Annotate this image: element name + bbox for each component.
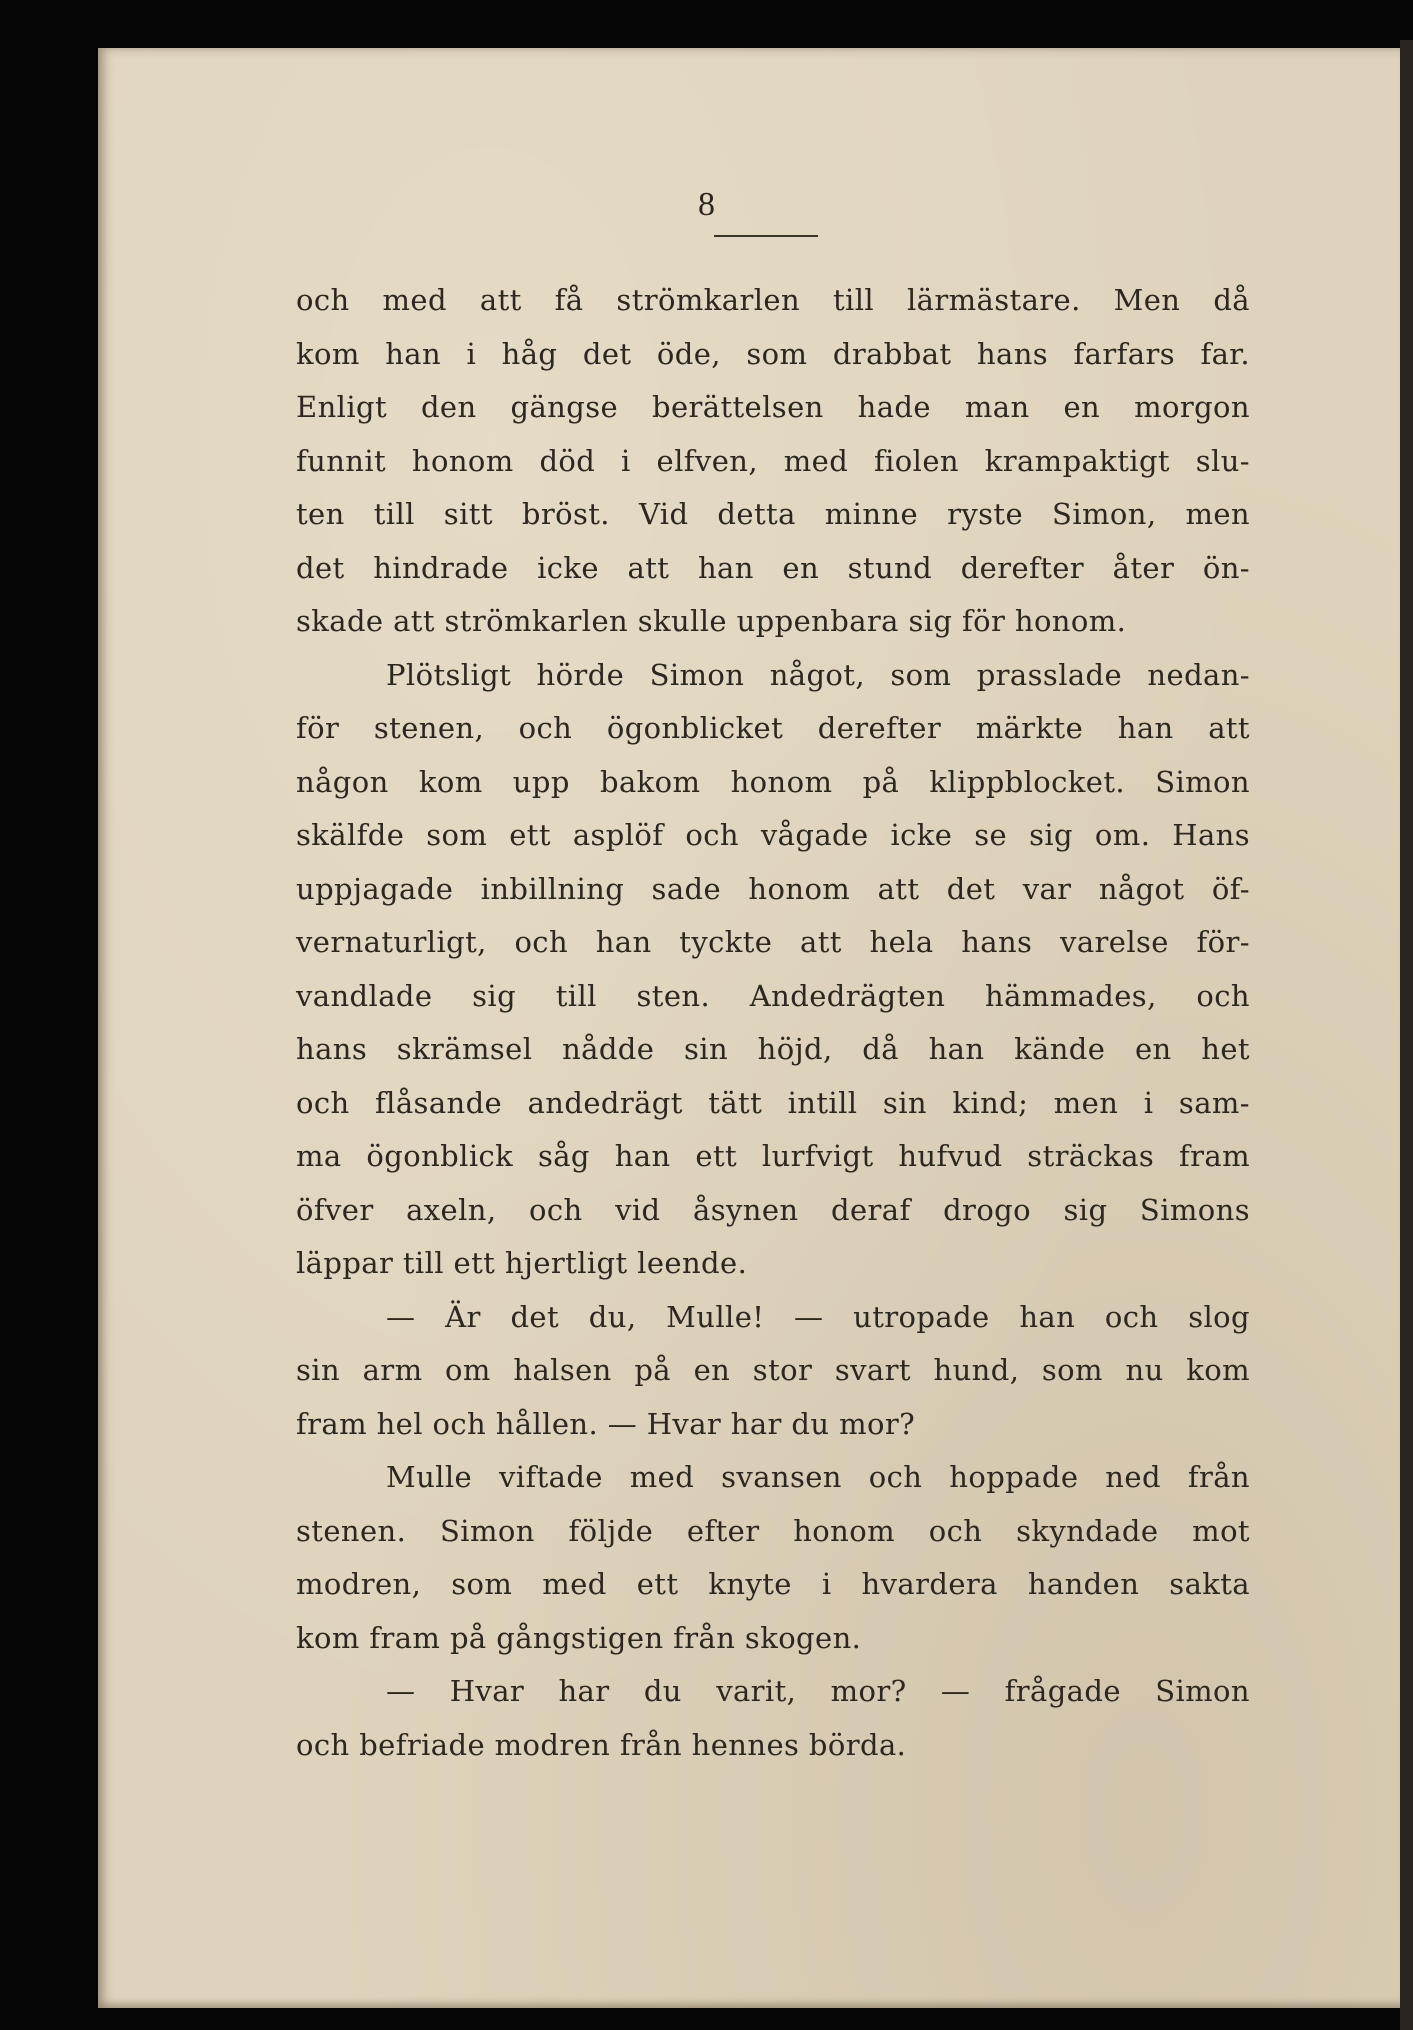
text-line: det hindrade icke att han en stund derefter åter ön- [296, 550, 1250, 585]
text-line: ma ögonblick såg han ett lurfvigt hufvud sträckas fram [296, 1139, 1250, 1173]
text-line: och flåsande andedrägt tätt intill sin kind; men i sam- [296, 1085, 1250, 1120]
text-line: Mulle viftade med svansen och hoppade ned från [386, 1460, 1250, 1494]
text-line: hans skrämsel nådde sin höjd, då han kände en het [296, 1032, 1250, 1066]
page-edge [1400, 40, 1413, 2030]
text-line: ten till sitt bröst. Vid detta minne ryste Simon, men [296, 497, 1250, 531]
text-line: kom han i håg det öde, som drabbat hans farfars far. [296, 336, 1250, 371]
text-line: Plötsligt hörde Simon något, som prasslade nedan- [386, 657, 1250, 692]
text-line: funnit honom död i elfven, med fiolen krampaktigt slu- [296, 443, 1250, 478]
text-line: stenen. Simon följde efter honom och skyndade mot [296, 1513, 1250, 1548]
text-line: någon kom upp bakom honom på klippblocket. Simon [296, 764, 1250, 799]
text-line: vernaturligt, och han tyckte att hela hans varelse för- [296, 925, 1250, 959]
text-line: och med att få strömkarlen till lärmästare. Men då [296, 283, 1250, 317]
text-line: uppjagade inbillning sade honom att det var något öf- [296, 871, 1250, 906]
text-line: och befriade modren från hennes börda. [296, 1727, 907, 1762]
text-line: — Hvar har du varit, mor? — frågade Simon [386, 1674, 1250, 1708]
text-line: läppar till ett hjertligt leende. [296, 1246, 748, 1280]
text-line: skade att strömkarlen skulle uppenbara sig för honom. [296, 604, 1127, 638]
text-line: — Är det du, Mulle! — utropade han och slog [386, 1299, 1250, 1334]
body-text [296, 274, 1250, 1772]
text-line: kom fram på gångstigen från skogen. [296, 1620, 862, 1655]
text-line: för stenen, och ögonblicket derefter märkte han att [296, 711, 1250, 745]
text-line: sin arm om halsen på en stor svart hund, som nu kom [296, 1353, 1250, 1387]
text-line: skälfde som ett asplöf och vågade icke se sig om. Hans [296, 818, 1250, 852]
text-line: Enligt den gängse berättelsen hade man en morgon [296, 390, 1250, 424]
text-line: fram hel och hållen. — Hvar har du mor? [296, 1406, 916, 1441]
text-line: modren, som med ett knyte i hvardera handen sakta [296, 1567, 1250, 1601]
page-number-rule [714, 235, 818, 237]
text-line: vandlade sig till sten. Andedrägten hämmades, och [296, 978, 1250, 1013]
text-line: öfver axeln, och vid åsynen deraf drogo sig Simons [296, 1192, 1250, 1227]
page-number: 8 [698, 186, 715, 223]
